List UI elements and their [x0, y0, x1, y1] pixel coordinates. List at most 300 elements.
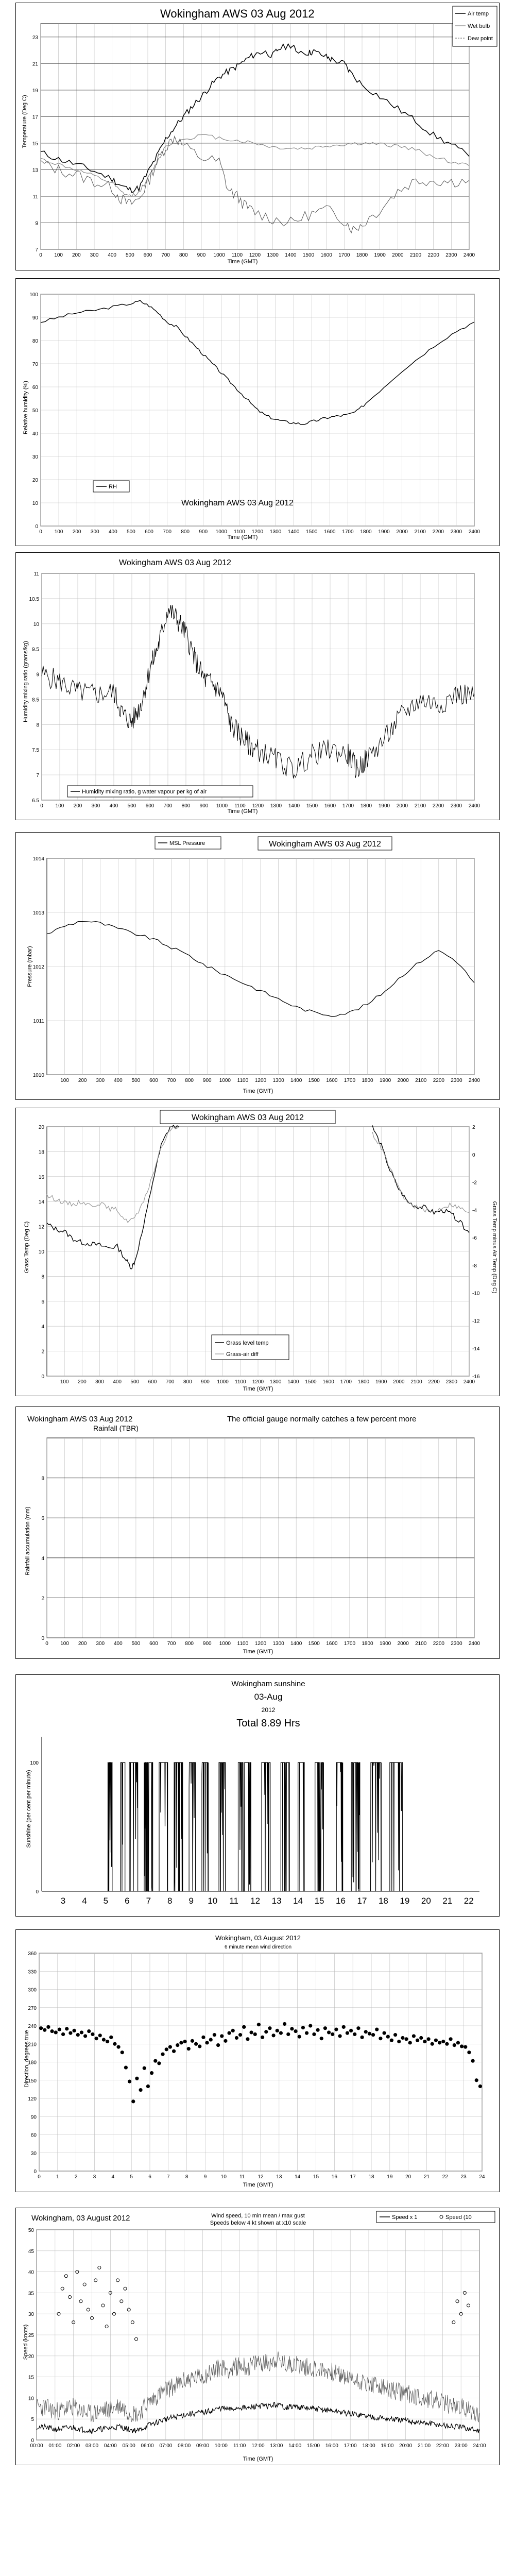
x-tick-label: 1100: [237, 1641, 249, 1647]
x-tick-label: 200: [78, 1078, 87, 1083]
y-tick-label: 4: [41, 1324, 44, 1330]
x-tick-label: 1600: [324, 803, 336, 809]
direction-point: [460, 2044, 464, 2048]
direction-point: [113, 2042, 116, 2046]
y-tick-label: 9: [35, 221, 38, 227]
rainfall-chart: [16, 1407, 499, 1658]
x-tick-label: 2300: [450, 529, 462, 535]
x-tick-label: 400: [113, 1078, 123, 1083]
x-tick-label: 2200: [432, 803, 444, 809]
direction-point: [331, 2032, 334, 2036]
x-tick-label: 6: [148, 2174, 151, 2180]
y-tick-label: 330: [28, 1969, 37, 1975]
x-tick-label: 0: [40, 803, 43, 809]
x-tick-label: 1000: [217, 1379, 229, 1385]
x-tick-label: 13: [276, 2174, 282, 2180]
x-tick-label: 19: [387, 2174, 393, 2180]
x-tick-label: 500: [127, 529, 135, 535]
direction-point: [80, 2030, 83, 2034]
direction-point: [419, 2036, 423, 2040]
wind-speed-note1: Wind speed, 10 min mean / max gust: [211, 2213, 305, 2219]
direction-point: [168, 2045, 172, 2049]
sunshine-burst: [202, 1762, 208, 1891]
x-tick-label: 1800: [357, 1379, 370, 1385]
x-tick-label: 500: [131, 1641, 141, 1647]
x-tick-label: 1800: [362, 1641, 373, 1647]
x-tick-label: 600: [145, 803, 154, 809]
x-tick-label: 8: [167, 1896, 173, 1906]
sunshine-total: Total 8.89 Hrs: [236, 1718, 300, 1729]
direction-point: [220, 2034, 224, 2038]
x-tick-label: 1100: [235, 1379, 246, 1385]
temperature-chart: [16, 3, 499, 270]
sunshine-burst: [281, 1762, 289, 1891]
mixing-ratio-chart-panel: [15, 552, 500, 820]
direction-point: [464, 2045, 467, 2049]
grass-temp-x-label: Time (GMT): [243, 1386, 273, 1392]
y-tick-label: 7.5: [32, 748, 39, 754]
y-tick-label: 45: [28, 2248, 34, 2255]
direction-point: [116, 2045, 120, 2049]
x-tick-label: 300: [95, 1379, 104, 1385]
y-tick-label: 90: [32, 315, 38, 321]
x-tick-label: 1100: [234, 803, 246, 809]
rainfall-chart-title: Wokingham AWS 03 Aug 2012: [27, 1415, 133, 1423]
x-tick-label: 200: [77, 1379, 87, 1385]
sunshine-burst: [390, 1762, 403, 1891]
sunshine-burst: [174, 1762, 183, 1891]
y-tick-label: 20: [32, 478, 38, 483]
pressure-y-label: Pressure (mbar): [27, 946, 33, 987]
y-tick-label: 210: [28, 2042, 37, 2048]
y-tick-label: 18: [38, 1149, 44, 1156]
x-tick-label: 15:00: [306, 2443, 320, 2449]
y2-tick-label: -2: [472, 1180, 477, 1186]
x-tick-label: 1700: [338, 252, 350, 258]
x-tick-label: 700: [165, 1379, 175, 1385]
direction-point: [423, 2040, 426, 2043]
direction-point: [386, 2035, 390, 2039]
sunshine-year: 2012: [261, 1706, 276, 1714]
x-tick-label: 04:00: [104, 2443, 117, 2449]
x-tick-label: 01:00: [48, 2443, 62, 2449]
direction-point: [412, 2034, 416, 2038]
y-tick-label: 14: [38, 1199, 44, 1206]
x-tick-label: 600: [149, 1078, 158, 1083]
direction-point: [65, 2027, 68, 2030]
direction-point: [271, 2033, 275, 2037]
x-tick-label: 7: [167, 2174, 170, 2180]
direction-point: [249, 2030, 253, 2034]
direction-point: [87, 2029, 91, 2033]
x-tick-label: 600: [148, 1379, 157, 1385]
direction-point: [39, 2026, 43, 2030]
temperature-x-label: Time (GMT): [227, 259, 258, 265]
direction-point: [338, 2034, 341, 2038]
x-tick-label: 16: [336, 1896, 346, 1906]
x-tick-label: 300: [90, 252, 99, 258]
sunshine-burst: [298, 1762, 304, 1891]
direction-point: [401, 2036, 404, 2040]
x-tick-label: 1200: [254, 1641, 267, 1647]
x-tick-label: 1600: [326, 1078, 338, 1083]
direction-point: [393, 2033, 397, 2037]
direction-point: [72, 2029, 76, 2032]
rainfall-x-label: Time (GMT): [243, 1649, 273, 1655]
x-tick-label: 1700: [342, 529, 354, 535]
x-tick-label: 12: [258, 2174, 264, 2180]
x-tick-label: 3: [60, 1896, 66, 1906]
x-tick-label: 1200: [252, 1379, 264, 1385]
y-tick-label: 360: [28, 1951, 37, 1957]
x-tick-label: 2100: [409, 252, 422, 258]
x-tick-label: 19:00: [381, 2443, 394, 2449]
mixing-ratio-legend: [67, 786, 253, 797]
legend-speed-x10: Speed (10: [445, 2214, 472, 2221]
direction-point: [390, 2039, 393, 2042]
x-tick-label: 2200: [432, 529, 444, 535]
direction-point: [431, 2042, 434, 2046]
direction-point: [165, 2047, 168, 2051]
y-tick-label: 30: [30, 2150, 37, 2157]
x-tick-label: 20: [405, 2174, 411, 2180]
wind-direction-chart-panel: [15, 1929, 500, 2192]
direction-point: [404, 2037, 408, 2041]
direction-point: [213, 2033, 216, 2037]
y2-tick-label: -14: [472, 1346, 480, 1352]
pressure-chart-panel: [15, 832, 500, 1100]
direction-point: [191, 2039, 194, 2043]
x-tick-label: 16:00: [325, 2443, 338, 2449]
y-tick-label: 60: [30, 2132, 37, 2139]
sunshine-chart: [16, 1675, 499, 1916]
x-tick-label: 7: [146, 1896, 151, 1906]
y-tick-label: 9: [36, 672, 39, 678]
sunshine-burst: [129, 1762, 138, 1891]
x-tick-label: 1100: [237, 1078, 249, 1083]
direction-point: [353, 2032, 356, 2036]
legend-speed-x1: Speed x 1: [392, 2214, 418, 2221]
x-tick-label: 1500: [306, 529, 318, 535]
y-tick-label: 8: [41, 1476, 44, 1482]
x-tick-label: 2200: [427, 252, 439, 258]
x-tick-label: 800: [181, 529, 190, 535]
temperature-y-label: Temperature (Deg C): [22, 95, 28, 148]
x-tick-label: 1900: [375, 1379, 387, 1385]
wind-direction-y-label: Direction, degrees true: [24, 2030, 30, 2088]
sunshine-burst: [219, 1762, 226, 1891]
pressure-chart-title: Wokingham AWS 03 Aug 2012: [269, 840, 381, 849]
wind-direction-subtitle: 6 minute mean wind direction: [224, 1944, 292, 1950]
x-tick-label: 1800: [360, 529, 372, 535]
y2-tick-label: -8: [472, 1263, 477, 1269]
sunshine-date: 03-Aug: [254, 1692, 283, 1702]
direction-point: [283, 2022, 286, 2026]
direction-point: [98, 2033, 102, 2037]
x-tick-label: 16: [331, 2174, 337, 2180]
x-tick-label: 1900: [374, 252, 386, 258]
x-tick-label: 9: [188, 1896, 194, 1906]
y-tick-label: 12: [38, 1224, 44, 1230]
direction-point: [261, 2036, 264, 2039]
y-tick-label: 70: [32, 362, 38, 367]
x-tick-label: 0: [39, 529, 42, 535]
sunshine-burst: [315, 1762, 324, 1891]
x-tick-label: 02:00: [67, 2443, 80, 2449]
x-tick-label: 900: [202, 1078, 212, 1083]
wind-speed-chart-panel: [15, 2208, 500, 2465]
x-tick-label: 1400: [287, 1379, 299, 1385]
legend-wet-bulb: Wet bulb: [468, 23, 490, 29]
x-tick-label: 1300: [270, 803, 282, 809]
x-tick-label: 2400: [468, 1641, 480, 1647]
x-tick-label: 800: [179, 252, 188, 258]
y-tick-label: 100: [29, 292, 38, 298]
humidity-chart: [16, 279, 499, 546]
direction-point: [382, 2031, 386, 2035]
sunshine-burst: [336, 1762, 342, 1891]
direction-point: [334, 2027, 338, 2031]
sunshine-burst: [262, 1762, 270, 1891]
x-tick-label: 100: [55, 803, 64, 809]
humidity-y-label: Relative humidity (%): [23, 381, 29, 434]
direction-point: [290, 2027, 294, 2030]
direction-point: [426, 2037, 430, 2041]
y-tick-label: 7: [35, 247, 38, 253]
direction-point: [183, 2040, 186, 2043]
wind-direction-chart-title: Wokingham, 03 August 2012: [215, 1934, 301, 1942]
x-tick-label: 11: [229, 1896, 238, 1906]
y-tick-label: 19: [32, 88, 38, 94]
x-tick-label: 17:00: [344, 2443, 357, 2449]
direction-point: [305, 2031, 308, 2035]
x-tick-label: 1400: [290, 1641, 302, 1647]
humidity-x-label: Time (GMT): [227, 534, 258, 540]
direction-point: [323, 2026, 327, 2030]
x-tick-label: 900: [199, 803, 209, 809]
mixing-ratio-chart: [16, 553, 499, 820]
direction-point: [379, 2037, 382, 2040]
pressure-chart: [16, 833, 499, 1099]
x-tick-label: 2400: [468, 529, 480, 535]
y-tick-label: 10: [32, 501, 38, 506]
x-tick-label: 300: [91, 803, 100, 809]
x-tick-label: 1500: [302, 252, 315, 258]
sunshine-burst: [121, 1762, 125, 1891]
wind-direction-x-label: Time (GMT): [243, 2182, 273, 2188]
y-tick-label: 180: [28, 2060, 37, 2066]
x-tick-label: 1300: [269, 529, 282, 535]
x-tick-label: 1800: [356, 252, 368, 258]
x-tick-label: 18: [378, 1896, 388, 1906]
y-tick-label: 13: [32, 167, 38, 174]
y-tick-label: 50: [32, 408, 38, 414]
x-tick-label: 1400: [288, 529, 300, 535]
direction-point: [279, 2031, 283, 2035]
direction-point: [235, 2036, 238, 2040]
direction-point: [150, 2071, 153, 2075]
direction-point: [205, 2041, 209, 2044]
x-tick-label: 1700: [344, 1078, 356, 1083]
rainfall-note: The official gauge normally catches a few percent more: [227, 1415, 417, 1423]
x-tick-label: 13:00: [270, 2443, 283, 2449]
sunshine-chart-title: Wokingham sunshine: [231, 1680, 305, 1688]
x-tick-label: 1400: [285, 252, 297, 258]
sunshine-burst: [189, 1762, 195, 1891]
x-tick-label: 2100: [415, 1641, 427, 1647]
x-tick-label: 900: [197, 252, 206, 258]
x-tick-label: 200: [78, 1641, 87, 1647]
x-tick-label: 05:00: [122, 2443, 135, 2449]
y-tick-label: 30: [32, 454, 38, 460]
x-tick-label: 1300: [272, 1078, 284, 1083]
x-tick-label: 3: [93, 2174, 96, 2180]
direction-point: [209, 2038, 213, 2041]
direction-point: [194, 2042, 198, 2046]
grass-temp-chart-title: Wokingham AWS 03 Aug 2012: [192, 1113, 304, 1122]
y-tick-label: 0: [36, 1889, 39, 1895]
direction-point: [327, 2030, 331, 2034]
x-tick-label: 800: [185, 1641, 194, 1647]
direction-point: [109, 2036, 113, 2039]
x-tick-label: 12:00: [251, 2443, 265, 2449]
y-tick-label: 50: [28, 2228, 34, 2233]
x-tick-label: 300: [96, 1078, 105, 1083]
direction-point: [467, 2050, 471, 2054]
x-tick-label: 20: [421, 1896, 431, 1906]
direction-point: [276, 2029, 279, 2032]
y-tick-label: 1013: [32, 910, 44, 916]
x-tick-label: 1000: [215, 529, 227, 535]
direction-point: [50, 2029, 54, 2033]
wind-speed-y-label: Speed (knots): [23, 2324, 29, 2360]
x-tick-label: 1000: [216, 803, 228, 809]
x-tick-label: 2000: [392, 252, 404, 258]
direction-point: [375, 2027, 379, 2031]
x-tick-label: 2200: [428, 1379, 440, 1385]
temperature-chart-title: Wokingham AWS 03 Aug 2012: [160, 7, 315, 20]
x-tick-label: 15: [313, 2174, 319, 2180]
mixing-ratio-chart-title: Wokingham AWS 03 Aug 2012: [119, 558, 231, 567]
direction-point: [161, 2053, 164, 2056]
x-tick-label: 14: [293, 1896, 303, 1906]
x-tick-label: 1200: [249, 252, 261, 258]
direction-point: [83, 2034, 87, 2038]
x-tick-label: 800: [183, 1379, 192, 1385]
y2-tick-label: -4: [472, 1208, 477, 1214]
x-tick-label: 10: [220, 2174, 227, 2180]
grass-temp-chart-panel: [15, 1108, 500, 1396]
direction-point: [294, 2029, 297, 2033]
x-tick-label: 900: [201, 1379, 210, 1385]
x-tick-label: 2400: [468, 1078, 480, 1083]
rainfall-chart-panel: [15, 1406, 500, 1659]
x-tick-label: 21:00: [417, 2443, 431, 2449]
x-tick-label: 1800: [362, 1078, 373, 1083]
x-tick-label: 700: [163, 803, 173, 809]
direction-point: [408, 2041, 412, 2044]
direction-point: [475, 2078, 478, 2082]
direction-point: [478, 2084, 482, 2088]
y-tick-label: 0: [41, 1636, 44, 1641]
x-tick-label: 18:00: [362, 2443, 375, 2449]
x-tick-label: 1500: [306, 803, 318, 809]
y-tick-label: 1012: [32, 964, 44, 970]
direction-point: [121, 2050, 124, 2054]
x-tick-label: 1600: [322, 1379, 334, 1385]
direction-point: [453, 2043, 456, 2047]
x-tick-label: 400: [108, 529, 117, 535]
x-tick-label: 2200: [433, 1078, 444, 1083]
y-tick-label: 80: [32, 338, 38, 344]
grass-temp-y-label: Grass Temp (Deg C): [24, 1221, 30, 1274]
y-tick-label: 90: [30, 2114, 37, 2121]
direction-point: [46, 2025, 50, 2029]
y-tick-label: 0: [31, 2438, 34, 2444]
sunshine-burst: [371, 1762, 382, 1891]
rainfall-y-label: Rainfall accumulation (mm): [25, 1506, 31, 1575]
x-tick-label: 14: [295, 2174, 301, 2180]
x-tick-label: 0: [39, 252, 42, 258]
direction-point: [58, 2027, 61, 2031]
x-tick-label: 21: [442, 1896, 453, 1906]
direction-point: [449, 2037, 452, 2041]
wind-speed-x-label: Time (GMT): [243, 2456, 273, 2462]
y-tick-label: 11: [33, 571, 39, 577]
x-tick-label: 1000: [219, 1078, 231, 1083]
x-tick-label: 2: [74, 2174, 78, 2180]
x-tick-label: 22: [442, 2174, 448, 2180]
direction-point: [43, 2028, 46, 2032]
direction-point: [187, 2047, 191, 2050]
direction-point: [238, 2033, 242, 2037]
x-tick-label: 13: [271, 1896, 282, 1906]
y-tick-label: 150: [28, 2078, 37, 2084]
sunshine-burst: [108, 1762, 112, 1891]
y2-tick-label: -10: [472, 1291, 480, 1297]
x-tick-label: 1400: [288, 803, 300, 809]
direction-point: [371, 2033, 375, 2037]
x-tick-label: 22:00: [436, 2443, 449, 2449]
y-tick-label: 6: [41, 1516, 44, 1522]
x-tick-label: 300: [90, 529, 99, 535]
direction-point: [445, 2042, 449, 2046]
y-tick-label: 15: [32, 141, 38, 147]
y-tick-label: 15: [28, 2375, 34, 2381]
x-tick-label: 2100: [415, 1078, 427, 1083]
x-tick-label: 2100: [410, 1379, 422, 1385]
direction-point: [456, 2041, 460, 2044]
x-tick-label: 1500: [308, 1641, 320, 1647]
x-tick-label: 17: [350, 2174, 356, 2180]
sunshine-y-label: Sunshine (per cent per minute): [26, 1770, 32, 1848]
x-tick-label: 200: [73, 803, 82, 809]
x-tick-label: 1000: [219, 1641, 231, 1647]
x-tick-label: 4: [82, 1896, 87, 1906]
x-tick-label: 900: [202, 1641, 212, 1647]
y-tick-label: 300: [28, 1987, 37, 1993]
grass-temp-legend: [212, 1335, 289, 1360]
y-tick-label: 8: [41, 1274, 44, 1280]
x-tick-label: 600: [145, 529, 153, 535]
sunshine-chart-panel: [15, 1674, 500, 1917]
direction-point: [224, 2039, 227, 2043]
y2-tick-label: -6: [472, 1235, 477, 1242]
x-tick-label: 1200: [251, 529, 264, 535]
x-tick-label: 15: [314, 1896, 324, 1906]
direction-point: [76, 2033, 80, 2037]
y-tick-label: 120: [28, 2096, 37, 2102]
